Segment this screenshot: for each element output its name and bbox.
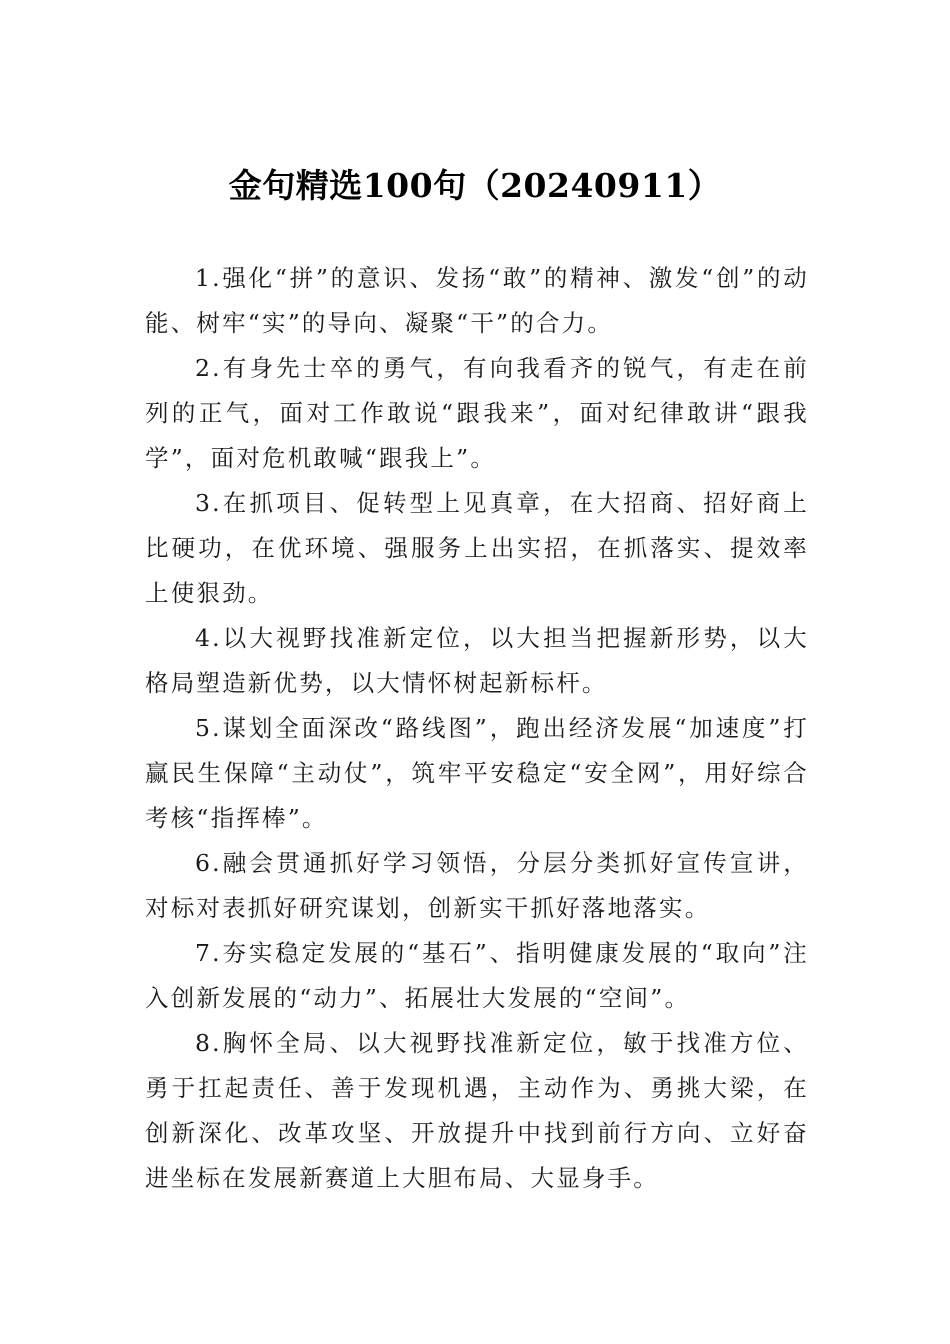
paragraph-6: 6.融会贯通抓好学习领悟，分层分类抓好宣传宣讲，对标对表抓好研究谋划，创新实干抓好落地落实。	[145, 849, 809, 922]
paragraph-1: 1.强化“拼”的意识、发扬“敢”的精神、激发“创”的动能、树牢“实”的导向、凝聚“干”的合力。	[145, 264, 809, 337]
document-body	[145, 256, 809, 1201]
document-title: 金句精选100句（20240911）	[228, 166, 722, 205]
paragraph-3: 3.在抓项目、促转型上见真章，在大招商、招好商上比硬功，在优环境、强服务上出实招，在抓落实、提效率上使狠劲。	[145, 489, 809, 607]
paragraph-4: 4.以大视野找准新定位，以大担当把握新形势，以大格局塑造新优势，以大情怀树起新标杆。	[145, 624, 809, 697]
paragraph-5: 5.谋划全面深改“路线图”，跑出经济发展“加速度”打赢民生保障“主动仗”，筑牢平安稳定“安全网”，用好综合考核“指挥棒”。	[145, 714, 809, 832]
paragraph-7: 7.夯实稳定发展的“基石”、指明健康发展的“取向”注入创新发展的“动力”、拓展壮大发展的“空间”。	[145, 939, 809, 1012]
paragraph-8: 8.胸怀全局、以大视野找准新定位，敏于找准方位、勇于扛起责任、善于发现机遇，主动作为、勇挑大梁，在创新深化、改革攻坚、开放提升中找到前行方向、立好奋进坐标在发展新赛道上大胆布局、大显身手。	[145, 1029, 809, 1192]
paragraph-2: 2.有身先士卒的勇气，有向我看齐的锐气，有走在前列的正气，面对工作敢说“跟我来”，面对纪律敢讲“跟我学”，面对危机敢喊“跟我上”。	[145, 354, 809, 472]
